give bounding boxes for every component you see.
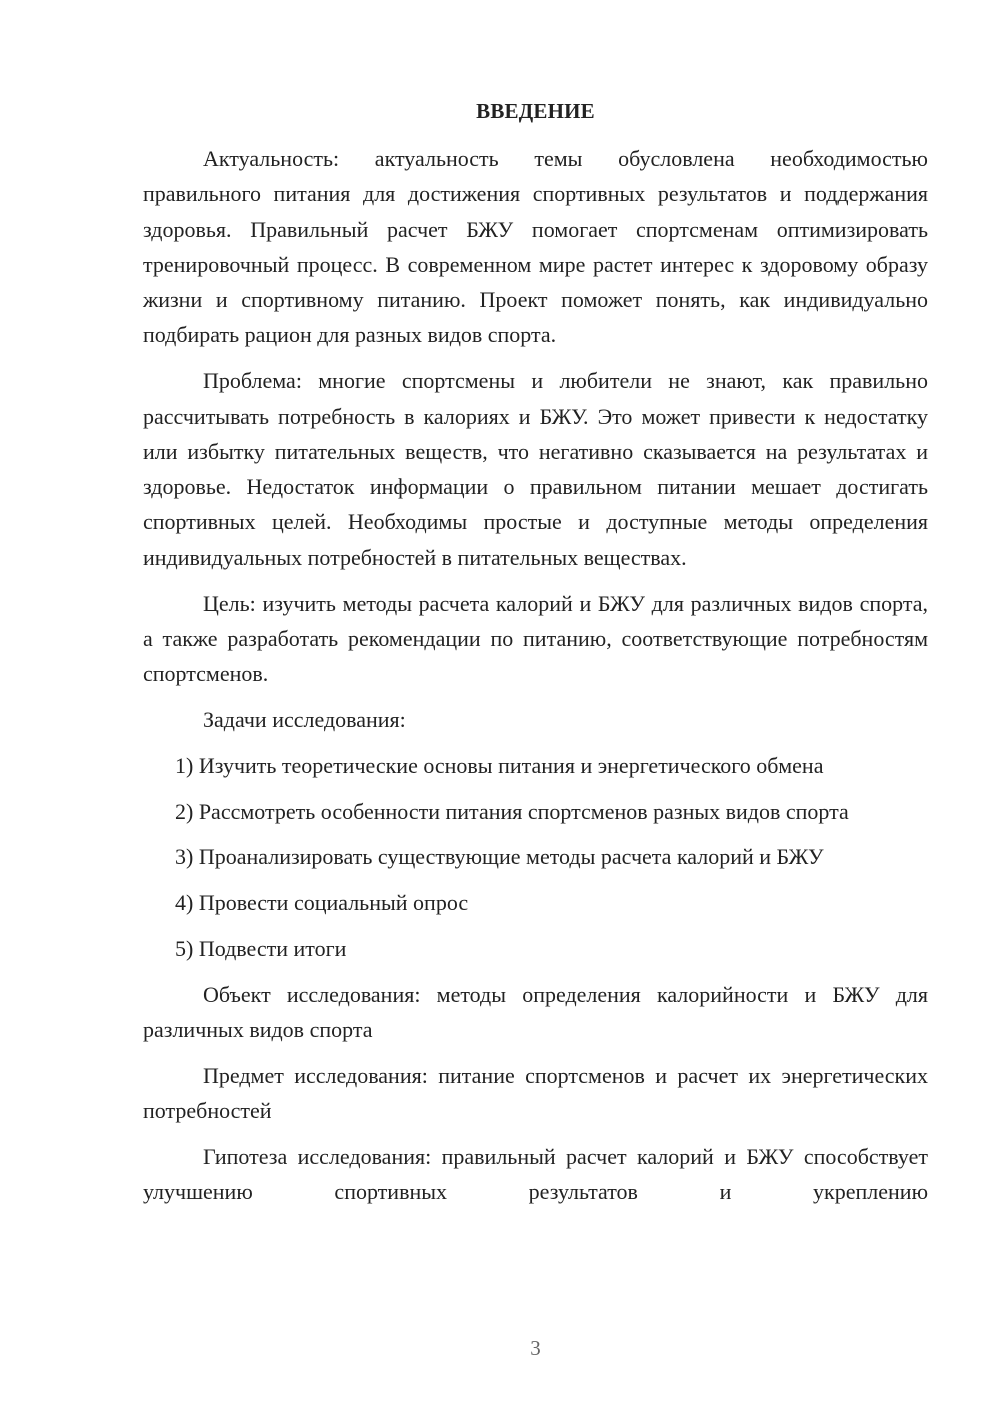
page-number: 3	[530, 1336, 541, 1360]
tasks-title: Задачи исследования:	[203, 706, 406, 732]
object-paragraph: Объект исследования: методы определения калорийности и БЖУ для различных видов спорта	[143, 981, 928, 1043]
subject-paragraph: Предмет исследования: питание спортсменов и расчет их энергетических потребностей	[143, 1062, 928, 1124]
task-item: 4) Провести социальный опрос	[175, 890, 469, 916]
relevance-paragraph: Актуальность: актуальность темы обусловлена необходимостью правильного питания для достижения спортивных результатов и поддержания здоровья. Правильный расчет БЖУ помогает спортсменам оптимизировать тренировочный процесс. В современном мире растет интерес к здоровому образу жизни и спортивному питанию. Проект поможет понять, как индивидуально подбирать рацион для разных видов спорта.	[143, 146, 928, 348]
task-item: 3) Проанализировать существующие методы расчета калорий и БЖУ	[175, 844, 824, 870]
document-body	[143, 141, 928, 1210]
task-item: 5) Подвести итоги	[175, 935, 347, 961]
task-item: 1) Изучить теоретические основы питания и энергетического обмена	[175, 752, 824, 778]
section-heading: ВВЕДЕНИЕ	[476, 99, 595, 123]
task-item: 2) Рассмотреть особенности питания спортсменов разных видов спорта	[175, 798, 849, 824]
problem-paragraph: Проблема: многие спортсмены и любители не знают, как правильно рассчитывать потребность в калориях и БЖУ. Это может привести к недостатку или избытку питательных веществ, что негативно сказывается на результатах и здоровье. Недостаток информации о правильном питании мешает достигать спортивных целей. Необходимы простые и доступные методы определения индивидуальных потребностей в питательных веществах.	[143, 368, 928, 570]
hypothesis-paragraph: Гипотеза исследования: правильный расчет калорий и БЖУ способствует улучшению спортивных результатов и укреплению	[143, 1143, 928, 1205]
goal-paragraph: Цель: изучить методы расчета калорий и БЖУ для различных видов спорта, а также разработать рекомендации по питанию, соответствующие потребностям спортсменов.	[143, 590, 928, 687]
